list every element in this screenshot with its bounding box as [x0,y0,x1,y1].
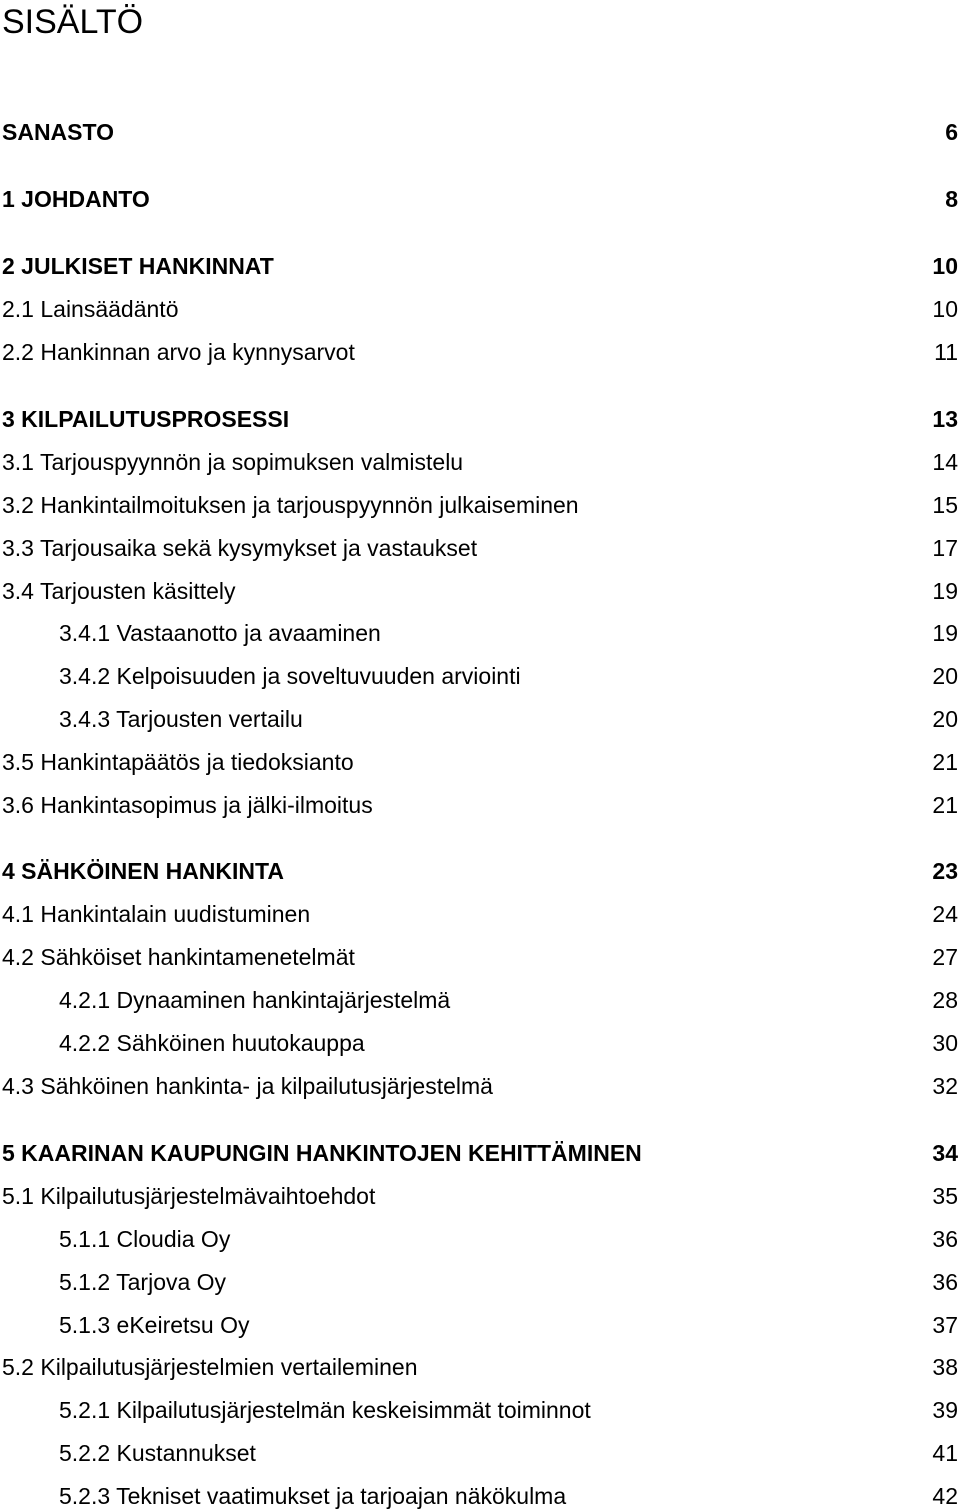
toc-entry-page-number: 23 [932,858,958,884]
toc-entry[interactable] [0,745,960,779]
toc-entry[interactable] [0,940,960,974]
toc-entry-page-number: 13 [932,406,958,432]
toc-entry[interactable] [0,445,960,479]
toc-entry-page-number: 35 [932,1183,958,1209]
toc-entry-label: 4.3 Sähköinen hankinta- ja kilpailutusjärjestelmä [2,1073,493,1099]
toc-entry-page-number: 34 [932,1140,958,1166]
toc-entry-page-number: 6 [945,119,958,145]
toc-entry-page-number: 24 [932,901,958,927]
toc-entry-page-number: 17 [932,535,958,561]
toc-entry[interactable] [0,182,960,216]
toc-entry[interactable] [0,1308,960,1342]
toc-entry-page-number: 11 [934,339,958,365]
toc-entry[interactable] [0,1179,960,1213]
toc-entry-label: 5.1 Kilpailutusjärjestelmävaihtoehdot [2,1183,376,1209]
toc-entry-page-number: 20 [932,706,958,732]
toc-entry[interactable] [0,1393,960,1427]
toc-entry-label: 5.1.1 Cloudia Oy [59,1226,231,1252]
toc-entry-label: 5.2 Kilpailutusjärjestelmien vertaileminen [2,1354,418,1380]
toc-entry-label: 5.2.3 Tekniset vaatimukset ja tarjoajan näkökulma [59,1483,567,1509]
toc-entry-page-number: 32 [932,1073,958,1099]
toc-entry-page-number: 21 [932,792,958,818]
toc-entry-label: 3.1 Tarjouspyynnön ja sopimuksen valmistelu [2,449,464,475]
toc-entry-label: 5 KAARINAN KAUPUNGIN HANKINTOJEN KEHITTÄMINEN [2,1140,642,1166]
toc-entry-page-number: 37 [932,1312,958,1338]
toc-entry-page-number: 27 [932,944,958,970]
toc-entry-label: 3.4.1 Vastaanotto ja avaaminen [59,620,381,646]
toc-entry-page-number: 39 [932,1397,958,1423]
toc-entry[interactable] [0,249,960,283]
toc-entry-label: 5.2.1 Kilpailutusjärjestelmän keskeisimmät toiminnot [59,1397,591,1423]
toc-entry[interactable] [0,574,960,608]
toc-entry[interactable] [0,659,960,693]
toc-entry[interactable] [0,1479,960,1509]
toc-entry-label: 3.4.2 Kelpoisuuden ja soveltuvuuden arviointi [59,663,521,689]
toc-entry-label: 5.2.2 Kustannukset [59,1440,256,1466]
toc-entry-label: SANASTO [2,119,115,145]
toc-entry[interactable] [0,897,960,931]
toc-entry-page-number: 36 [932,1269,958,1295]
toc-entry-page-number: 10 [932,296,958,322]
toc-entry[interactable] [0,531,960,565]
toc-entry-label: 4.2.2 Sähköinen huutokauppa [59,1030,365,1056]
toc-entry-label: 1 JOHDANTO [2,186,150,212]
toc-entry-page-number: 36 [932,1226,958,1252]
toc-entry[interactable] [0,1265,960,1299]
toc-entry-label: 5.1.2 Tarjova Oy [59,1269,227,1295]
toc-entry-page-number: 19 [932,620,958,646]
toc-entry[interactable] [0,335,960,369]
toc-entry-label: 2.2 Hankinnan arvo ja kynnysarvot [2,339,355,365]
toc-entry[interactable] [0,292,960,326]
toc-entry-label: 2 JULKISET HANKINNAT [2,253,274,279]
toc-entry[interactable] [0,488,960,522]
toc-entry-label: 4.2 Sähköiset hankintamenetelmät [2,944,355,970]
toc-entry[interactable] [0,1436,960,1470]
toc-entry-label: 3.5 Hankintapäätös ja tiedoksianto [2,749,354,775]
toc-entry-page-number: 20 [932,663,958,689]
toc-entry-page-number: 14 [932,449,958,475]
toc-entry-label: 3.2 Hankintailmoituksen ja tarjouspyynnön julkaiseminen [2,492,579,518]
page-title: SISÄLTÖ [2,3,144,41]
toc-entry-page-number: 19 [932,578,958,604]
toc-entry[interactable] [0,1222,960,1256]
toc-entry-label: 4.2.1 Dynaaminen hankintajärjestelmä [59,987,451,1013]
toc-entry[interactable] [0,702,960,736]
toc-entry-page-number: 8 [945,186,958,212]
toc-entry-page-number: 21 [932,749,958,775]
toc-entry-label: 3.4 Tarjousten käsittely [2,578,236,604]
toc-entry[interactable] [0,115,960,149]
toc-entry-label: 4 SÄHKÖINEN HANKINTA [2,858,284,884]
toc-entry[interactable] [0,854,960,888]
toc-entry[interactable] [0,1136,960,1170]
toc-entry-label: 3.6 Hankintasopimus ja jälki-ilmoitus [2,792,373,818]
toc-entry-page-number: 30 [932,1030,958,1056]
toc-entry[interactable] [0,616,960,650]
toc-entry-page-number: 38 [932,1354,958,1380]
toc-entry-label: 4.1 Hankintalain uudistuminen [2,901,311,927]
toc-entry-label: 2.1 Lainsäädäntö [2,296,179,322]
toc-entry[interactable] [0,983,960,1017]
toc-entry[interactable] [0,788,960,822]
toc-entry-label: 3.3 Tarjousaika sekä kysymykset ja vastaukset [2,535,478,561]
toc-entry[interactable] [0,402,960,436]
toc-entry-label: 3 KILPAILUTUSPROSESSI [2,406,290,432]
toc-entry[interactable] [0,1069,960,1103]
toc-entry-label: 3.4.3 Tarjousten vertailu [59,706,303,732]
toc-entry-page-number: 42 [932,1483,958,1509]
toc-entry[interactable] [0,1026,960,1060]
toc-entry-page-number: 10 [932,253,958,279]
toc-entry-page-number: 41 [932,1440,958,1466]
toc-entry-page-number: 15 [932,492,958,518]
toc-entry[interactable] [0,1350,960,1384]
toc-entry-page-number: 28 [932,987,958,1013]
toc-entry-label: 5.1.3 eKeiretsu Oy [59,1312,250,1338]
